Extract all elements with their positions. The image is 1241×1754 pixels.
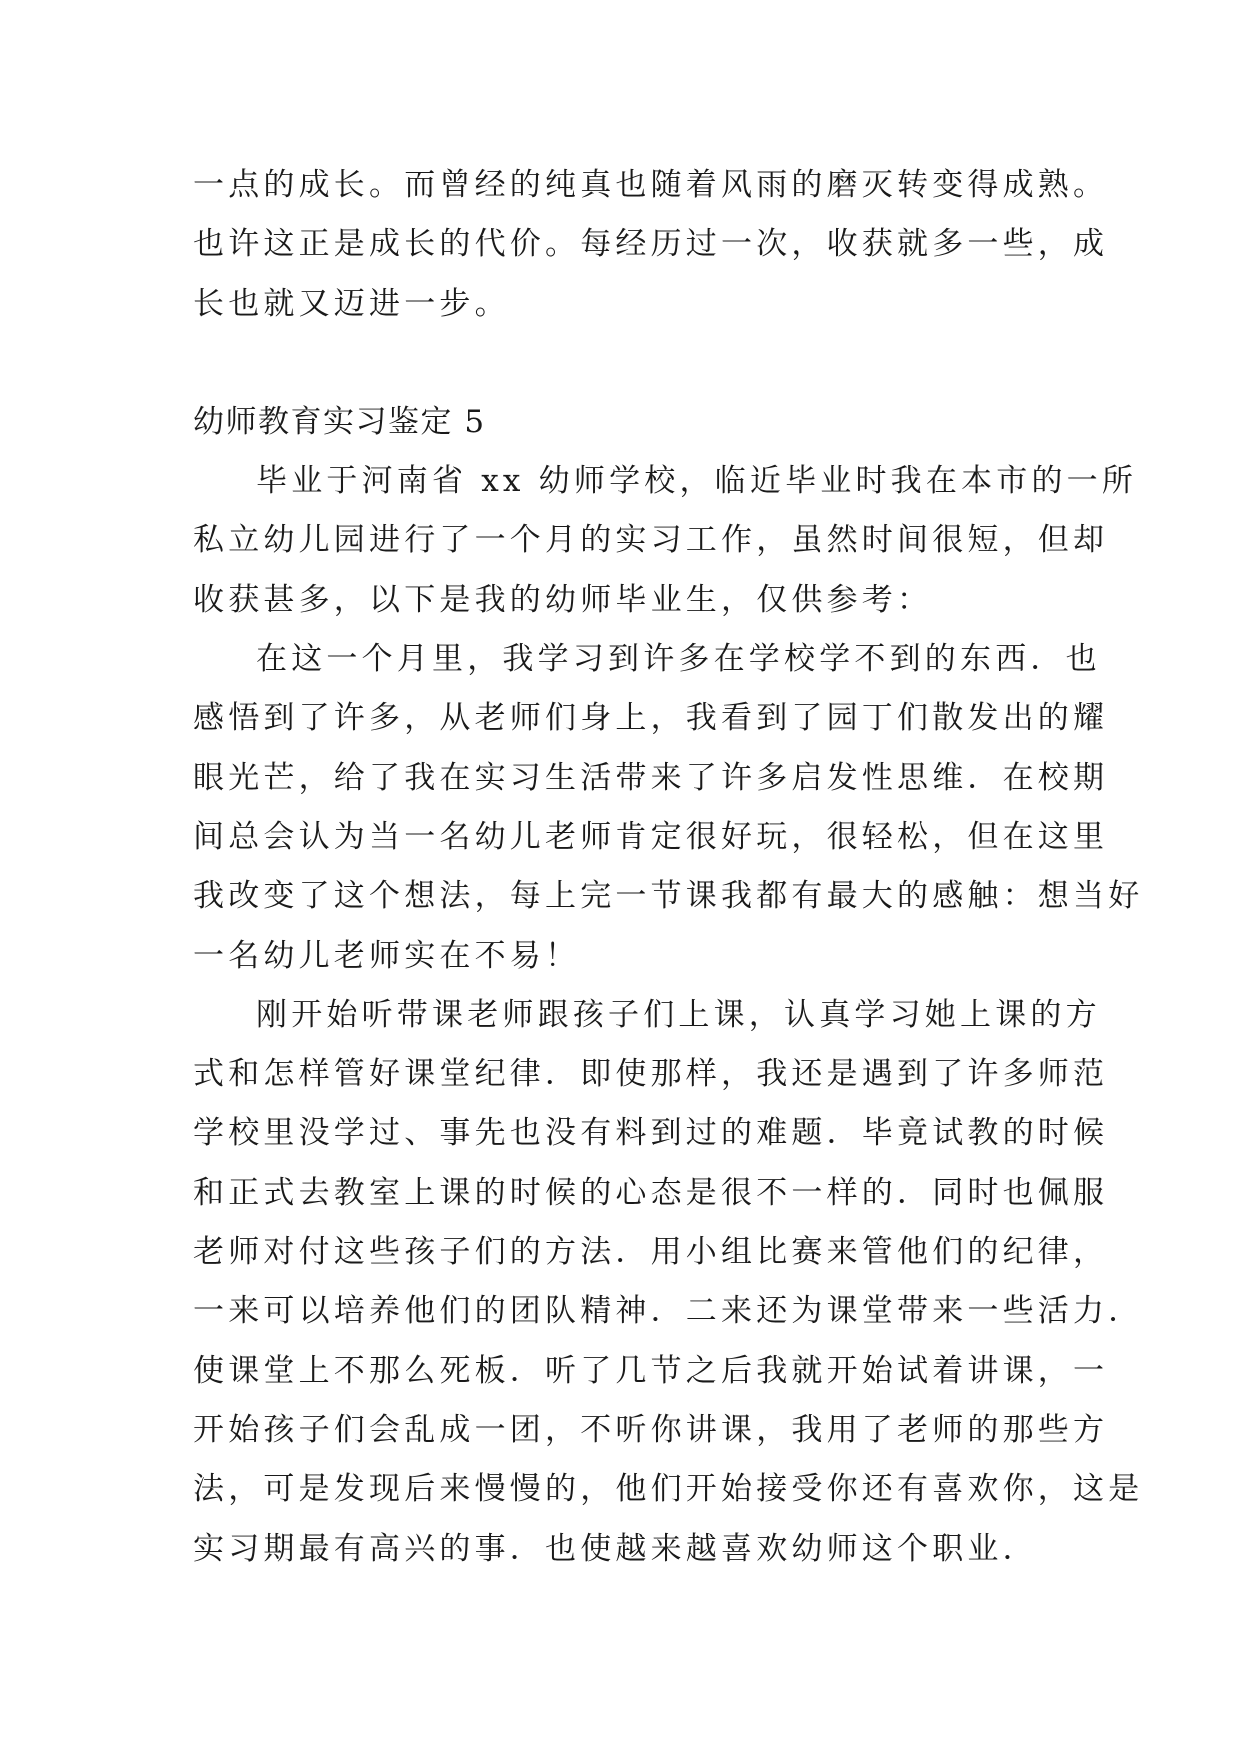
text-line: 式和怎样管好课堂纪律．即使那样，我还是遇到了许多师范 [193, 1056, 1109, 1093]
text-line: 老师对付这些孩子们的方法．用小组比赛来管他们的纪律， [193, 1234, 1109, 1271]
paragraph [193, 452, 1138, 630]
text-line: 开始孩子们会乱成一团，不听你讲课，我用了老师的那些方 [193, 1411, 1109, 1448]
text-line: 实习期最有高兴的事．也使越来越喜欢幼师这个职业． [193, 1530, 1038, 1567]
text-line: 一名幼儿老师实在不易！ [193, 937, 581, 974]
text-line: 收获甚多，以下是我的幼师毕业生，仅供参考： [193, 581, 933, 618]
text-line: 毕业于河南省 xx 幼师学校，临近毕业时我在本市的一所 [256, 463, 1138, 500]
text-line: 间总会认为当一名幼儿老师肯定很好玩，很轻松，但在这里 [193, 818, 1109, 855]
text-line: 私立幼儿园进行了一个月的实习工作，虽然时间很短，但却 [193, 522, 1109, 559]
text-line: 也许这正是成长的代价。每经历过一次，收获就多一些，成 [193, 226, 1109, 263]
text-line: 一点的成长。而曾经的纯真也随着风雨的磨灭转变得成熟。 [193, 167, 1109, 203]
text-line: 学校里没学过、事先也没有料到过的难题．毕竟试教的时候 [193, 1115, 1109, 1152]
continuation-paragraph [193, 156, 1109, 334]
section-heading: 幼师教育实习鉴定 5 [193, 403, 486, 440]
document-body [193, 156, 1144, 1579]
text-line: 刚开始听带课老师跟孩子们上课，认真学习她上课的方 [256, 996, 1101, 1033]
text-line: 我改变了这个想法，每上完一节课我都有最大的感触：想当好 [193, 878, 1144, 915]
text-line: 在这一个月里，我学习到许多在学校学不到的东西．也 [256, 641, 1101, 678]
paragraph [193, 986, 1144, 1579]
text-line: 眼光芒，给了我在实习生活带来了许多启发性思维．在校期 [193, 759, 1109, 796]
text-line: 感悟到了许多，从老师们身上，我看到了园丁们散发出的耀 [193, 700, 1109, 737]
text-line: 和正式去教室上课的时候的心态是很不一样的．同时也佩服 [193, 1174, 1109, 1211]
paragraph [193, 630, 1144, 986]
text-line: 法，可是发现后来慢慢的，他们开始接受你还有喜欢你，这是 [193, 1471, 1144, 1508]
text-line: 一来可以培养他们的团队精神．二来还为课堂带来一些活力． [193, 1293, 1144, 1330]
text-line: 长也就又迈进一步。 [193, 285, 510, 322]
text-line: 使课堂上不那么死板．听了几节之后我就开始试着讲课，一 [193, 1352, 1109, 1389]
